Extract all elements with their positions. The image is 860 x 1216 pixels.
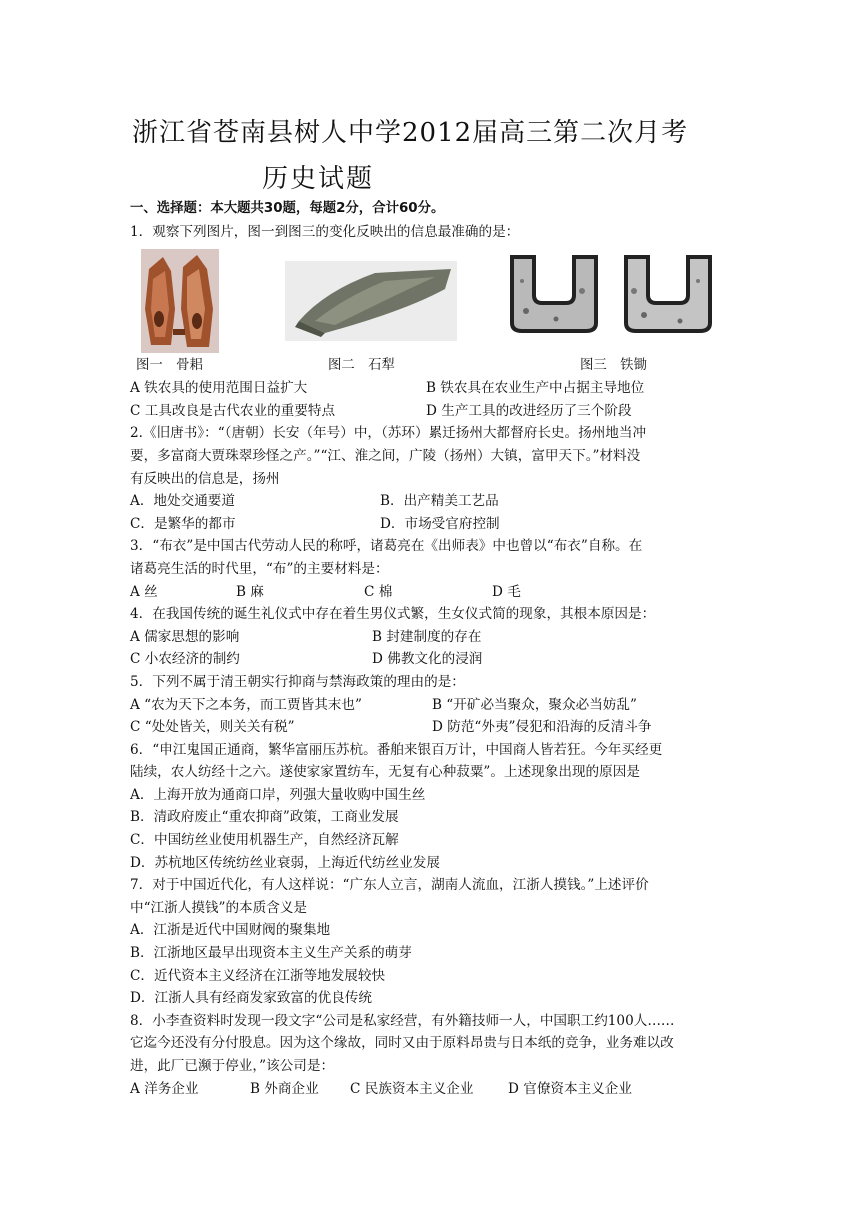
q7-line1: 7．对于中国近代化，有人这样说：“广东人立言，湖南人流血，江浙人摸钱。”上述评价 [130, 877, 649, 894]
page-title: 浙江省苍南县树人中学2012届高三第二次月考 [132, 118, 689, 148]
q2-line2: 要，多富商大贾珠翠珍怪之产。”“江、淮之间，广陵（扬州）大镇，富甲天下。”材料没 [130, 447, 641, 464]
bone-spade-image [141, 249, 219, 353]
q7-option-c: C．近代资本主义经济在江浙等地发展较快 [130, 967, 386, 984]
q3-option-a: A 丝 [130, 583, 158, 600]
q3-options [130, 581, 750, 604]
exam-content [130, 198, 750, 1100]
q7-line2: 中“江浙人摸钱”的本质含义是 [130, 899, 308, 916]
q6-line1: 6．“申江鬼国正通商，繁华富丽压苏杭。番舶来银百万计，中国商人皆若狂。今年买经更 [130, 741, 663, 758]
q8-line1: 8．小李查资料时发现一段文字“公司是私家经营，有外籍技师一人，中国职工约100人…… [130, 1012, 675, 1029]
q4-line1: 4．在我国传统的诞生礼仪式中存在着生男仪式繁，生女仪式简的现象，其根本原因是： [130, 606, 656, 623]
q6-line2: 陆续，农人纺经十之六。遂使家家置纺车，无复有心种菽粟”。上述现象出现的原因是 [130, 764, 640, 781]
q6-option-d: D．苏杭地区传统纺丝业衰弱，上海近代纺丝业发展 [130, 854, 440, 871]
fig3-caption: 图三 铁锄 [580, 358, 647, 374]
section-heading: 一、选择题：本大题共30题，每题2分，合计60分。 [130, 201, 445, 216]
q1-option-c: C 工具改良是古代农业的重要特点 [130, 402, 336, 419]
q2-line1: 2.《旧唐书》：“（唐朝）长安（年号）中，（苏环）累迁扬州大都督府长史。扬州地当冲 [130, 425, 647, 442]
q8-line3: 进，此厂已濒于停业，”该公司是： [130, 1058, 335, 1074]
q2-options-row1 [130, 490, 750, 513]
q8-option-b: B 外商企业 [250, 1080, 319, 1097]
q4-option-c: C 小农经济的制约 [130, 651, 240, 668]
q2-option-a: A．地处交通要道 [130, 493, 235, 510]
q5-options-row1 [130, 694, 750, 717]
q4-options-row1 [130, 626, 750, 649]
q5-option-b: B “开矿必当聚众，聚众必当妨乱” [432, 696, 637, 713]
q5-option-c: C “处处皆关，则关关有税” [130, 719, 295, 736]
q4-option-a: A 儒家思想的影响 [130, 628, 240, 645]
q1-stem: 1．观察下列图片，图一到图三的变化反映出的信息最准确的是： [130, 223, 520, 240]
q1-captions [130, 355, 750, 377]
q6-option-c: C．中国纺丝业使用机器生产，自然经济瓦解 [130, 832, 399, 849]
iron-hoe-left-image [506, 251, 602, 337]
q2-option-b: B．出产精美工艺品 [380, 493, 499, 510]
q6-option-b: B．清政府废止“重农抑商”政策，工商业发展 [130, 809, 399, 826]
q8-option-c: C 民族资本主义企业 [350, 1080, 474, 1097]
q7-option-a: A．江浙是近代中国财阀的聚集地 [130, 922, 331, 939]
fig2-caption: 图二 石犁 [328, 358, 395, 374]
q4-options-row2 [130, 648, 750, 671]
q3-line1: 3．“布衣”是中国古代劳动人民的称呼，诸葛亮在《出师表》中也曾以“布衣”自称。在 [130, 538, 643, 555]
q8-option-a: A 洋务企业 [130, 1080, 199, 1097]
q4-option-b: B 封建制度的存在 [372, 628, 482, 645]
q7-option-d: D．江浙人具有经商发家致富的优良传统 [130, 990, 372, 1007]
q1-options-row2 [130, 400, 750, 423]
iron-hoe-right-image [620, 251, 716, 337]
q1-option-b: B 铁农具在农业生产中占据主导地位 [426, 380, 645, 397]
fig1-caption: 图一 骨耜 [136, 358, 203, 374]
q8-options [130, 1078, 750, 1101]
q2-option-c: C．是繁华的都市 [130, 515, 236, 532]
q2-option-d: D．市场受官府控制 [380, 515, 500, 532]
q1-option-a: A 铁农具的使用范围日益扩大 [130, 380, 308, 397]
q1-option-d: D 生产工具的改进经历了三个阶段 [426, 402, 632, 419]
stone-plow-image [285, 261, 457, 341]
q2-options-row2 [130, 513, 750, 536]
q3-option-d: D 毛 [492, 583, 521, 600]
q7-option-b: B．江浙地区最早出现资本主义生产关系的萌芽 [130, 945, 412, 962]
q3-option-b: B 麻 [236, 583, 264, 600]
q8-line2: 它迄今还没有分付股息。因为这个缘故，同时又由于原料昂贵与日本纸的竞争，业务难以改 [130, 1035, 674, 1052]
q3-option-c: C 棉 [364, 583, 393, 600]
page-subtitle: 历史试题 [262, 164, 375, 194]
q3-line2: 诸葛亮生活的时代里，“布”的主要材料是： [130, 560, 389, 577]
q5-option-d: D 防范“外夷”侵犯和沿海的反清斗争 [432, 719, 652, 736]
q5-line1: 5．下列不属于清王朝实行抑商与禁海政策的理由的是： [130, 673, 465, 690]
q2-line3: 有反映出的信息是，扬州 [130, 470, 280, 487]
q8-option-d: D 官僚资本主义企业 [508, 1080, 632, 1097]
q1-options-row1 [130, 377, 750, 400]
q5-options-row2 [130, 716, 750, 739]
q6-option-a: A．上海开放为通商口岸，列强大量收购中国生丝 [130, 786, 426, 803]
q1-figures [130, 249, 750, 355]
q5-option-a: A “农为天下之本务，而工贾皆其末也” [130, 696, 362, 713]
q4-option-d: D 佛教文化的浸润 [372, 651, 483, 668]
